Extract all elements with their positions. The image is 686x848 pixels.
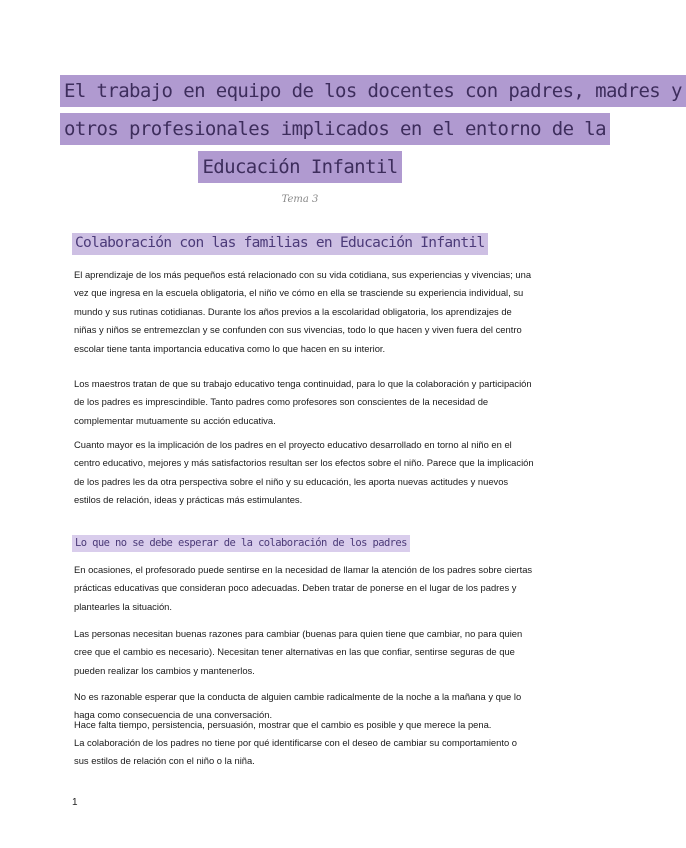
page-number: 1 [72, 797, 78, 808]
section-heading-familias: Colaboración con las familias en Educación Infantil [72, 233, 488, 255]
paragraph: Hace falta tiempo, persistencia, persuasión, mostrar que el cambio es posible y que merece la pena. [74, 719, 492, 730]
paragraph: Cuanto mayor es la implicación de los padres en el proyecto educativo desarrollado en torno al niño en el centro educativo, mejores y más satisfactorios resultan ser los efectos sobre el niño. Parece que la implicación de los padres les da otra perspectiva sobre el niño y su educación, les aporta nuevas actitudes y nuevos estilos de relación, ideas y prácticas más estimulantes. [74, 439, 534, 506]
subtitle: Tema 3 [281, 194, 319, 205]
paragraph: Los maestros tratan de que su trabajo educativo tenga continuidad, para lo que la colaboración y participación de los padres es imprescindible. Tanto padres como profesores son conscientes de la necesidad de complementar mutuamente su acción educativa. [74, 378, 532, 426]
title-line-2: otros profesionales implicados en el entorno de la [60, 113, 610, 145]
paragraph: El aprendizaje de los más pequeños está relacionado con su vida cotidiana, sus experiencias y vivencias; una vez que ingresa en la escuela obligatoria, el niño ve cómo en ella se trasciende su experiencia individual, su mundo y sus rutinas cotidianas. Durante los años previos a la escolaridad obligatoria, los aprendizajes de niñas y niños se entremezclan y se confunden con sus vivencias, todo lo que hacen y viven fuera del centro escolar tiene tanta importancia educativa como lo que hacen en su interior. [74, 269, 532, 354]
paragraph: La colaboración de los padres no tiene por qué identificarse con el deseo de cambiar su comportamiento o sus estilos de relación con el niño o la niña. [74, 737, 517, 767]
paragraph: En ocasiones, el profesorado puede sentirse en la necesidad de llamar la atención de los padres sobre ciertas prácticas educativas que consideran poco adecuadas. Deben tratar de ponerse en el lugar de los padres y plantearles la situación. [74, 564, 533, 612]
paragraph: Las personas necesitan buenas razones para cambiar (buenas para quien tiene que cambiar, no para quien cree que el cambio es necesario). Necesitan tener alternativas en las que confiar, sentirse seguras de que pueden realizar los cambios y mantenerlos. [74, 628, 523, 676]
document-title [60, 72, 682, 186]
section-heading-colaboracion: Lo que no se debe esperar de la colaboración de los padres [72, 535, 410, 552]
title-line-3: Educación Infantil [198, 151, 401, 183]
title-line-1: El trabajo en equipo de los docentes con padres, madres y [60, 75, 686, 107]
paragraph: No es razonable esperar que la conducta de alguien cambie radicalmente de la noche a la mañana y que lo haga como consecuencia de una conversación. [74, 691, 522, 721]
